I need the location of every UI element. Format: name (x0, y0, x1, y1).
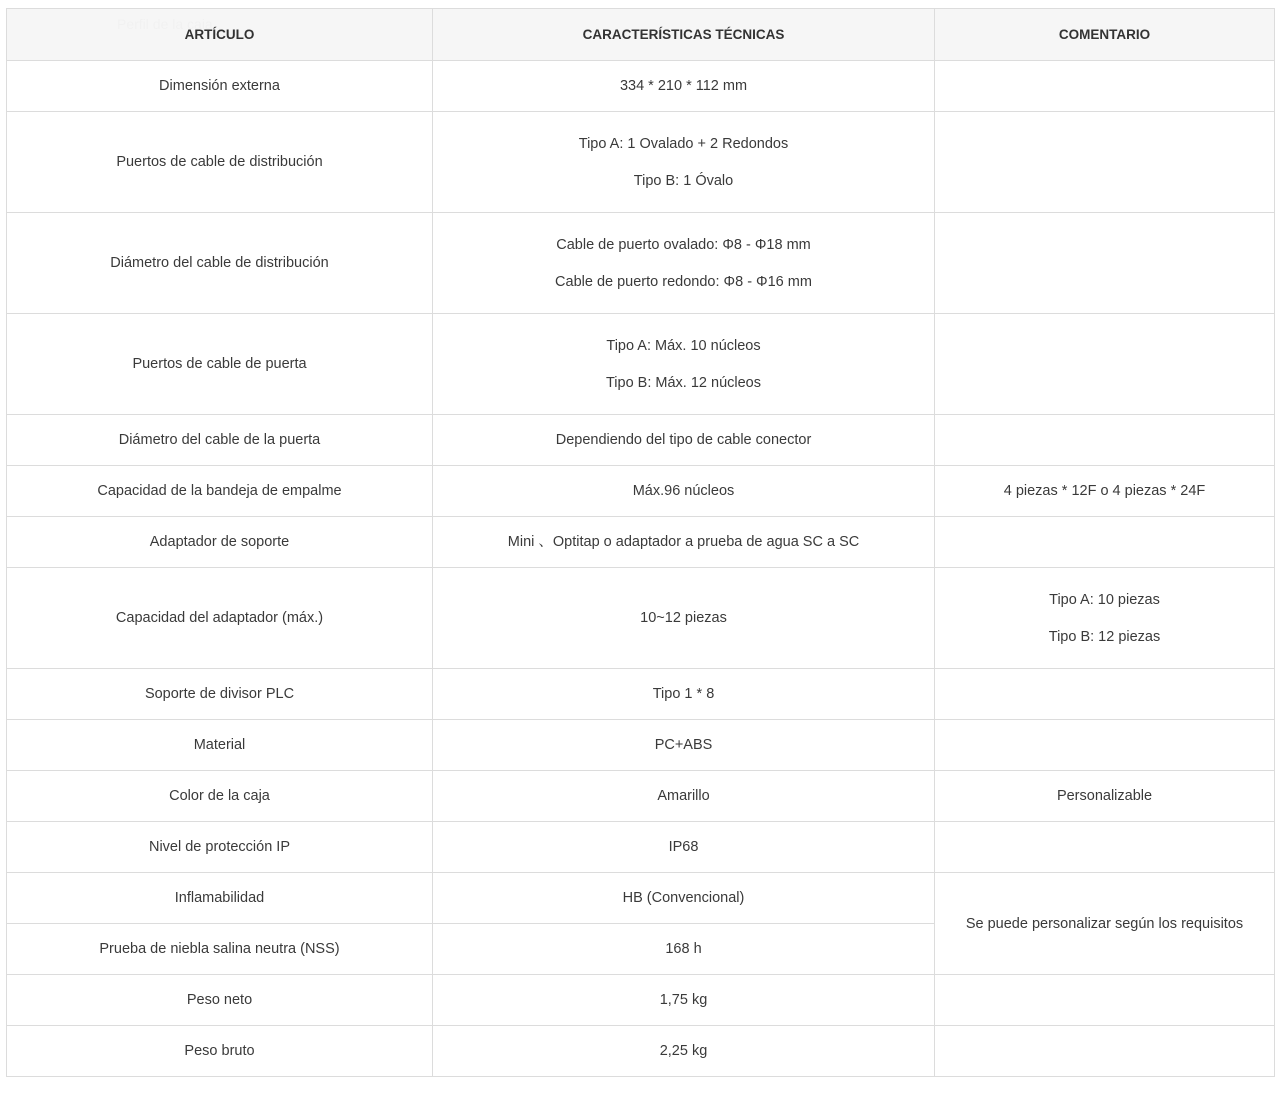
item-cell: Material (7, 720, 433, 771)
table-row (7, 213, 1275, 314)
item-cell: Adaptador de soporte (7, 517, 433, 568)
comment-cell (935, 314, 1275, 415)
comment-line: Se puede personalizar según los requisitos (965, 915, 1244, 932)
header-articulo: ARTÍCULO (7, 9, 433, 61)
table-row (7, 1026, 1275, 1077)
comment-line: Personalizable (1056, 788, 1153, 804)
comment-cell (935, 112, 1275, 213)
comment-cell (935, 669, 1275, 720)
comment-cell (935, 975, 1275, 1026)
item-cell: Prueba de niebla salina neutra (NSS) (7, 924, 433, 975)
comment-cell (935, 771, 1275, 822)
spec-line: Dependiendo del tipo de cable conector (555, 432, 812, 448)
comment-cell (935, 822, 1275, 873)
spec-cell (433, 415, 935, 466)
spec-cell (433, 822, 935, 873)
item-cell: Puertos de cable de distribución (7, 112, 433, 213)
item-cell: Diámetro del cable de la puerta (7, 415, 433, 466)
item-cell: Capacidad de la bandeja de empalme (7, 466, 433, 517)
table-row (7, 517, 1275, 568)
table-row (7, 415, 1275, 466)
header-caracteristicas: CARACTERÍSTICAS TÉCNICAS (433, 9, 935, 61)
spec-line: IP68 (668, 839, 699, 855)
table-row (7, 112, 1275, 213)
spec-line: 2,25 kg (659, 1043, 708, 1059)
spec-line: Tipo B: Máx. 12 núcleos (605, 374, 761, 391)
comment-line: Tipo A: 10 piezas (1049, 591, 1160, 608)
table-header-row (7, 9, 1275, 61)
spec-line: Cable de puerto ovalado: Φ8 - Φ18 mm (556, 236, 811, 253)
item-cell: Puertos de cable de puerta (7, 314, 433, 415)
comment-cell (935, 568, 1275, 669)
comment-cell (935, 873, 1275, 975)
spec-cell (433, 112, 935, 213)
spec-cell (433, 1026, 935, 1077)
spec-line: Tipo 1 * 8 (652, 686, 715, 702)
item-cell: Dimensión externa (7, 61, 433, 112)
table-row (7, 61, 1275, 112)
spec-line: Cable de puerto redondo: Φ8 - Φ16 mm (555, 273, 812, 290)
spec-line: 168 h (665, 941, 702, 957)
spec-cell (433, 924, 935, 975)
comment-line: Tipo B: 12 piezas (1048, 628, 1161, 645)
spec-line: Tipo B: 1 Óvalo (633, 172, 734, 189)
spec-line: Máx.96 núcleos (632, 483, 735, 499)
item-cell: Inflamabilidad (7, 873, 433, 924)
spec-cell (433, 771, 935, 822)
spec-line: HB (Convencional) (622, 890, 745, 906)
table-row (7, 771, 1275, 822)
spec-line: PC+ABS (654, 737, 713, 753)
item-cell: Capacidad del adaptador (máx.) (7, 568, 433, 669)
spec-cell (433, 568, 935, 669)
comment-cell (935, 61, 1275, 112)
spec-cell (433, 61, 935, 112)
spec-cell (433, 517, 935, 568)
table-row (7, 568, 1275, 669)
spec-cell (433, 720, 935, 771)
spec-cell (433, 213, 935, 314)
header-comentario: COMENTARIO (935, 9, 1275, 61)
comment-cell (935, 415, 1275, 466)
spec-cell (433, 466, 935, 517)
item-cell: Diámetro del cable de distribución (7, 213, 433, 314)
comment-cell (935, 517, 1275, 568)
table-row (7, 466, 1275, 517)
comment-cell (935, 1026, 1275, 1077)
item-cell: Soporte de divisor PLC (7, 669, 433, 720)
spec-cell (433, 314, 935, 415)
spec-table (6, 8, 1275, 1077)
spec-line: Mini 、Optitap o adaptador a prueba de agua SC a SC (507, 534, 860, 550)
table-row (7, 975, 1275, 1026)
spec-line: Tipo A: Máx. 10 núcleos (606, 337, 761, 354)
comment-line: 4 piezas * 12F o 4 piezas * 24F (1003, 483, 1206, 499)
item-cell: Nivel de protección IP (7, 822, 433, 873)
table-row (7, 314, 1275, 415)
comment-cell (935, 466, 1275, 517)
table-row (7, 669, 1275, 720)
table-row (7, 720, 1275, 771)
spec-cell (433, 669, 935, 720)
item-cell: Peso bruto (7, 1026, 433, 1077)
item-cell: Peso neto (7, 975, 433, 1026)
spec-cell (433, 873, 935, 924)
spec-line: 334 * 210 * 112 mm (619, 78, 748, 94)
spec-line: 10~12 piezas (640, 610, 727, 626)
comment-cell (935, 213, 1275, 314)
spec-line: 1,75 kg (659, 992, 708, 1008)
comment-cell (935, 720, 1275, 771)
spec-line: Tipo A: 1 Ovalado + 2 Redondos (578, 135, 789, 152)
item-cell: Color de la caja (7, 771, 433, 822)
table-row (7, 873, 1275, 924)
spec-line: Amarillo (657, 788, 710, 804)
table-row (7, 822, 1275, 873)
spec-cell (433, 975, 935, 1026)
